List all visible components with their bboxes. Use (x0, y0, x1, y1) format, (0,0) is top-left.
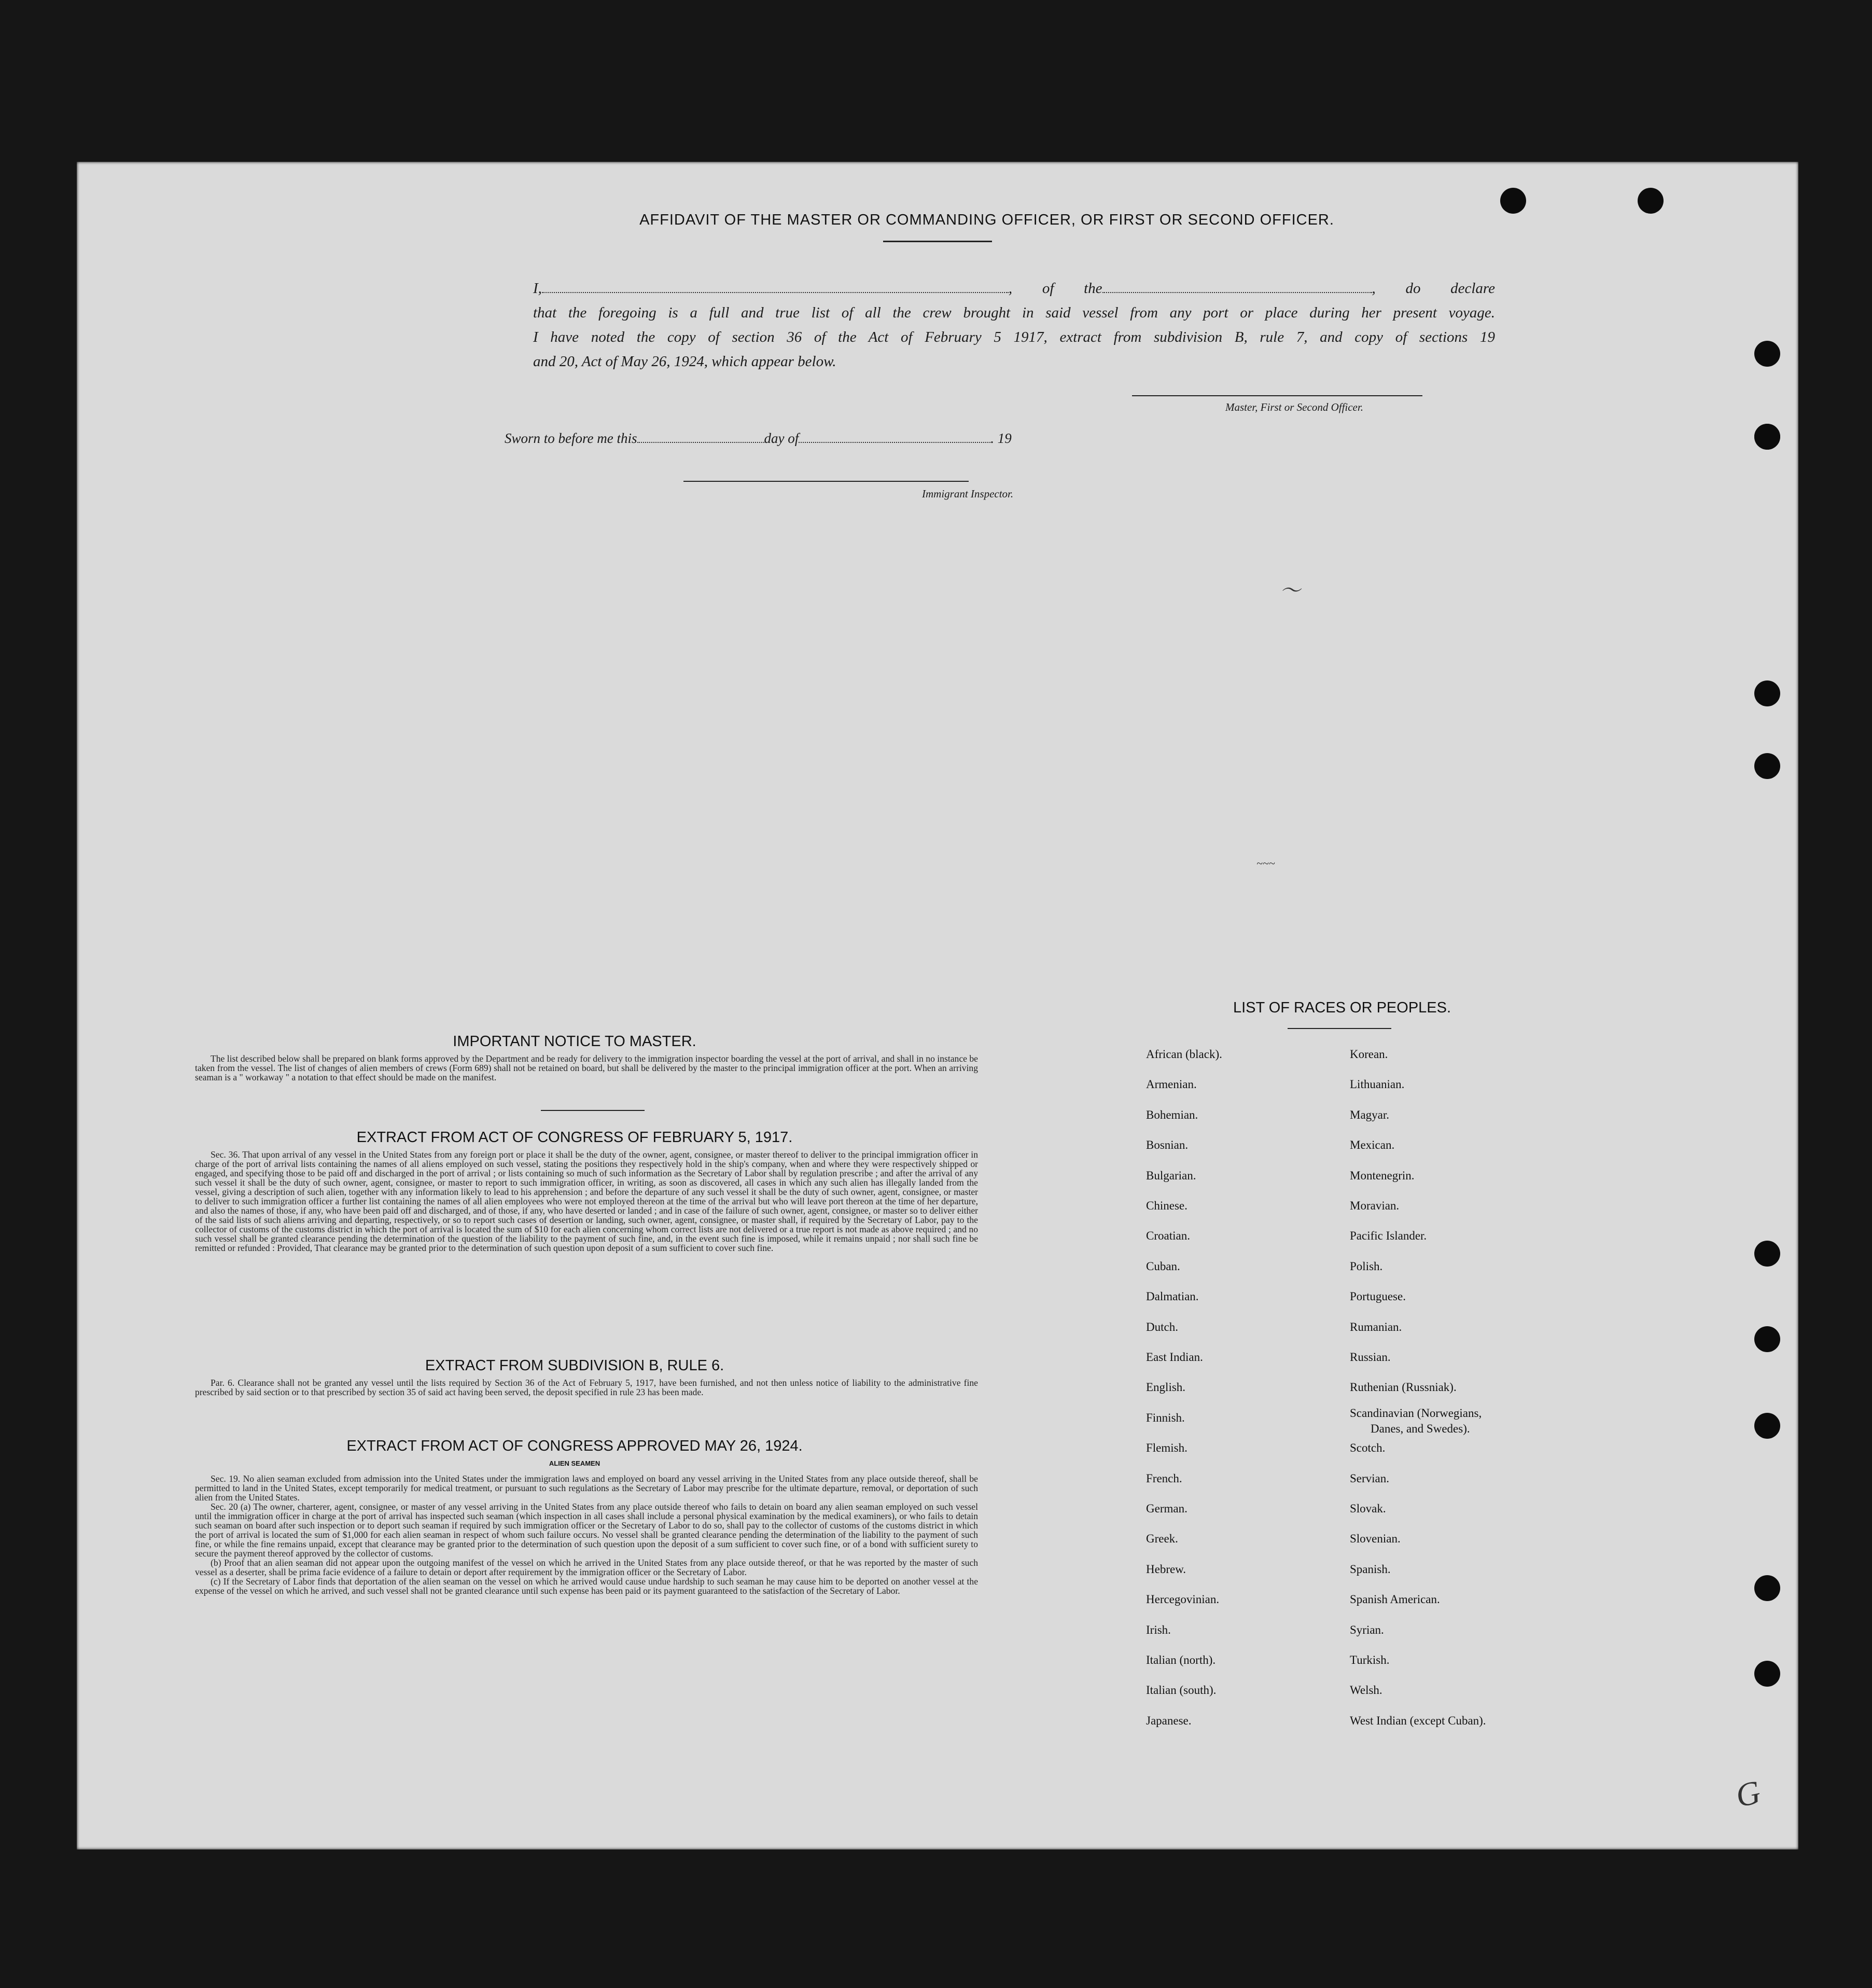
inspector-line (683, 481, 969, 482)
sworn-line (505, 430, 1012, 447)
race-item: Portuguese. (1350, 1290, 1406, 1303)
punch-hole (1754, 1326, 1780, 1352)
race-item: Croatian. (1146, 1229, 1190, 1242)
race-item: Slovak. (1350, 1502, 1386, 1515)
race-item: Finnish. (1146, 1411, 1185, 1424)
affidavit-line-2: that the foregoing is a full and true list of all the crew brought in said vessel from any port or place during her present voyage. (533, 304, 1495, 321)
alien-seamen-subtitle: ALIEN SEAMEN (549, 1459, 600, 1467)
par-6-paragraph: Par. 6. Clearance shall not be granted any vessel until the lists required by Section 36 of the Act of February 5, 1917, have been furnished, and not then unless notice of liability to the administrative fine prescribed by said section or to that prescribed by section 35 of said act having been served, the deposit specified in rule 23 has been made. (195, 1378, 978, 1397)
sec-20c-paragraph: (c) If the Secretary of Labor finds that deportation of the alien seaman on the vessel on which he arrived would cause undue hardship to such seaman he may cause him to be deported on another vessel at the expense of the vessel on which he arrived, and such vessel shall not be granted clearance until such expense has been paid or its payment guaranteed to the satisfaction of the Secretary of Labor. (195, 1576, 978, 1596)
signature-label: Master, First or Second Officer. (1225, 401, 1363, 413)
race-item: Bohemian. (1146, 1108, 1198, 1121)
races-title: LIST OF RACES OR PEOPLES. (1233, 999, 1451, 1016)
race-item: Chinese. (1146, 1199, 1188, 1212)
race-item: Cuban. (1146, 1260, 1180, 1273)
race-item: Russian. (1350, 1351, 1391, 1364)
extract-1917-title: EXTRACT FROM ACT OF CONGRESS OF FEBRUARY 5, 1917. (356, 1129, 793, 1146)
notice-title: IMPORTANT NOTICE TO MASTER. (453, 1033, 696, 1050)
corner-handwritten-mark: G (1733, 1773, 1764, 1815)
month-blank (799, 432, 990, 443)
race-item: Mexican. (1350, 1138, 1395, 1151)
affidavit-line-3: I have noted the copy of section 36 of the Act of February 5 1917, extract from subdivision B, rule 7, and copy of sections 19 (533, 329, 1495, 345)
race-item: Dalmatian. (1146, 1290, 1199, 1303)
race-item: Servian. (1350, 1472, 1390, 1485)
affidavit-declare: , do declare (1372, 280, 1495, 297)
subdivision-b-text (195, 1378, 978, 1397)
document-page (77, 162, 1798, 1850)
notice-text (195, 1054, 978, 1082)
race-item: Spanish American. (1350, 1593, 1440, 1606)
race-item: Hebrew. (1146, 1563, 1186, 1576)
name-blank (542, 282, 1009, 293)
sworn-prefix: Sworn to before me this (505, 430, 637, 446)
race-item: West Indian (except Cuban). (1350, 1714, 1486, 1727)
race-item: Scandinavian (Norwegians, (1350, 1407, 1482, 1420)
inspector-label: Immigrant Inspector. (922, 488, 1014, 500)
race-item: Bulgarian. (1146, 1169, 1196, 1182)
punch-hole (1754, 1413, 1780, 1439)
race-item: Irish. (1146, 1623, 1171, 1636)
race-item: Dutch. (1146, 1320, 1178, 1333)
sec-20a-paragraph: Sec. 20 (a) The owner, charterer, agent, consignee, or master of any vessel arriving in the United States from any place outside thereof who fails to detain on board any alien seaman employed on such vessel until the immigration officer in charge at the port of arrival has inspected such seaman (which inspection in all cases shall include a personal physical examination by the medical examiners), or who fails to detain such seaman on board after such inspection or to deport such seaman if required by such immigration officer or the Secretary of Labor to do so, shall pay to the collector of customs of the customs district in which the port of arrival is located the sum of $1,000 for each alien seaman in respect of whom such failure occurs. No vessel shall be granted clearance pending the determination of the liability to the payment of such fine, or while the fine remains unpaid, except that clearance may be granted prior to the determination of such question upon the deposit of a sum sufficient to cover such fine, or of a bond with sufficient surety to secure the payment thereof approved by the collector of customs. (195, 1502, 978, 1559)
race-item: Italian (north). (1146, 1653, 1216, 1666)
race-item: Polish. (1350, 1260, 1383, 1273)
affidavit-of-the: , of the (1008, 280, 1102, 297)
race-item: Japanese. (1146, 1714, 1192, 1727)
race-item: Flemish. (1146, 1441, 1188, 1454)
divider (541, 1110, 645, 1111)
extract-1924-text (195, 1474, 978, 1595)
race-item: Bosnian. (1146, 1138, 1189, 1151)
race-item: Armenian. (1146, 1078, 1197, 1091)
affidavit-i: I, (533, 280, 542, 297)
race-item: English. (1146, 1381, 1186, 1394)
race-item: Rumanian. (1350, 1320, 1402, 1333)
punch-hole (1754, 753, 1780, 779)
race-item: Hercegovinian. (1146, 1593, 1220, 1606)
punch-hole (1754, 1241, 1780, 1267)
affidavit-line-4: and 20, Act of May 26, 1924, which appear below. (533, 353, 836, 370)
race-item: Italian (south). (1146, 1684, 1217, 1697)
affidavit-line-1 (533, 280, 1495, 297)
sec-19-paragraph: Sec. 19. No alien seaman excluded from admission into the United States under the immigration laws and employed on board any vessel arriving in the United States from any place outside thereof, shall be permitted to land in the United States, except temporarily for medical treatment, or pursuant to such regulations as the Secretary of Labor may prescribe for the ultimate departure, removal, or deportation of such alien from the United States. (195, 1473, 978, 1503)
subdivision-b-title: EXTRACT FROM SUBDIVISION B, RULE 6. (425, 1357, 724, 1374)
race-item: French. (1146, 1472, 1182, 1485)
race-item-continued: Danes, and Swedes). (1371, 1422, 1470, 1435)
race-item: German. (1146, 1502, 1188, 1515)
race-item: Montenegrin. (1350, 1169, 1415, 1182)
race-item: Korean. (1350, 1048, 1388, 1061)
race-item: Slovenian. (1350, 1532, 1401, 1545)
race-item: Greek. (1146, 1532, 1178, 1545)
handwritten-mark: 〜 (1280, 579, 1301, 602)
race-item: Magyar. (1350, 1108, 1390, 1121)
day-blank (637, 432, 764, 443)
punch-hole (1638, 188, 1664, 214)
sworn-day: day of (764, 430, 799, 446)
punch-hole (1754, 424, 1780, 450)
race-item: East Indian. (1146, 1351, 1203, 1364)
race-item: Syrian. (1350, 1623, 1384, 1636)
sec-20b-paragraph: (b) Proof that an alien seaman did not appear upon the outgoing manifest of the vessel on which he arrived in the United States from any place outside thereof, or that he was reported by the master of such vessel as a deserter, shall be prima facie evidence of a failure to detain or deport after requirement by the immigration officer or the Secretary of Labor. (195, 1558, 978, 1577)
extract-1924-title: EXTRACT FROM ACT OF CONGRESS APPROVED MAY 26, 1924. (346, 1438, 803, 1454)
race-item: Welsh. (1350, 1684, 1382, 1697)
affidavit-title: AFFIDAVIT OF THE MASTER OR COMMANDING OFFICER, OR FIRST OR SECOND OFFICER. (639, 212, 1334, 228)
extract-1917-text (195, 1150, 978, 1253)
punch-hole (1754, 680, 1780, 706)
race-item: African (black). (1146, 1048, 1222, 1061)
vessel-blank (1102, 282, 1372, 293)
race-item: Turkish. (1350, 1653, 1390, 1666)
signature-line (1132, 395, 1422, 396)
sworn-year: . 19 (990, 430, 1012, 446)
races-underline (1288, 1028, 1391, 1029)
race-item: Pacific Islander. (1350, 1229, 1427, 1242)
race-item: Moravian. (1350, 1199, 1400, 1212)
race-item: Ruthenian (Russniak). (1350, 1381, 1457, 1394)
punch-hole (1754, 1661, 1780, 1687)
race-item: Lithuanian. (1350, 1078, 1405, 1091)
handwritten-mark: ~~~ (1256, 857, 1275, 870)
punch-hole (1754, 1575, 1780, 1601)
race-item: Spanish. (1350, 1563, 1391, 1576)
title-underline (883, 241, 992, 242)
race-item: Scotch. (1350, 1441, 1386, 1454)
punch-hole (1754, 341, 1780, 367)
punch-hole (1500, 188, 1526, 214)
notice-paragraph: The list described below shall be prepared on blank forms approved by the Department and be ready for delivery to the immigration inspector boarding the vessel at the port of arrival, and shall in no instance be taken from the vessel. The list of changes of alien members of crews (Form 689) shall not be retained on board, but shall be delivered by the master to the principal immigration officer at the port. When an arriving seaman is a " workaway " a notation to that effect should be made on the manifest. (195, 1053, 978, 1082)
sec-36-paragraph: Sec. 36. That upon arrival of any vessel in the United States from any foreign port or place it shall be the duty of the owner, agent, consignee, or master thereof to deliver to the principal immigration officer in charge of the port of arrival lists containing the names of all aliens employed on such vessel, stating the positions they respectively hold in the ship's company, when and where they were respectively shipped or engaged, and specifying those to be paid off and discharged in the port of arrival ; or lists containing so much of such information as the Secretary of Labor shall by regulation prescribe ; and after the arrival of any such vessel it shall be the duty of such owner, agent, consignee, or master to report to such immigration officer, in writing, as soon as discovered, all cases in which any such alien has illegally landed from the vessel, giving a description of such alien, together with any information likely to lead to his apprehension ; and before the departure of any such vessel it shall be the duty of such owner, agent, consignee, or master to deliver to such immigration officer a further list containing the names of all alien employees who were not employed thereon at the time of the arrival but who will leave port thereon at the time of her departure, and also the names of those, if any, who have been paid off and discharged, and of those, if any, who have deserted or landed ; and in case of the failure of such owner, agent, consignee, or master so to deliver either of the said lists of such aliens arriving and departing, respectively, or so to report such cases of desertion or landing, such owner, agent, consignee, or master shall, if required by the Secretary of Labor, pay to the collector of customs of the customs district in which the port of arrival is located the sum of $10 for each alien concerning whom correct lists are not delivered or a true report is not made as above required ; and no such vessel shall be granted clearance pending the determination of the question of the liability to the payment of such fine, and, in the event such fine is imposed, while it remains unpaid ; nor shall such fine be remitted or refunded : Provided, That clearance may be granted prior to the determination of such question upon deposit of a sum sufficient to cover such fine. (195, 1149, 978, 1253)
